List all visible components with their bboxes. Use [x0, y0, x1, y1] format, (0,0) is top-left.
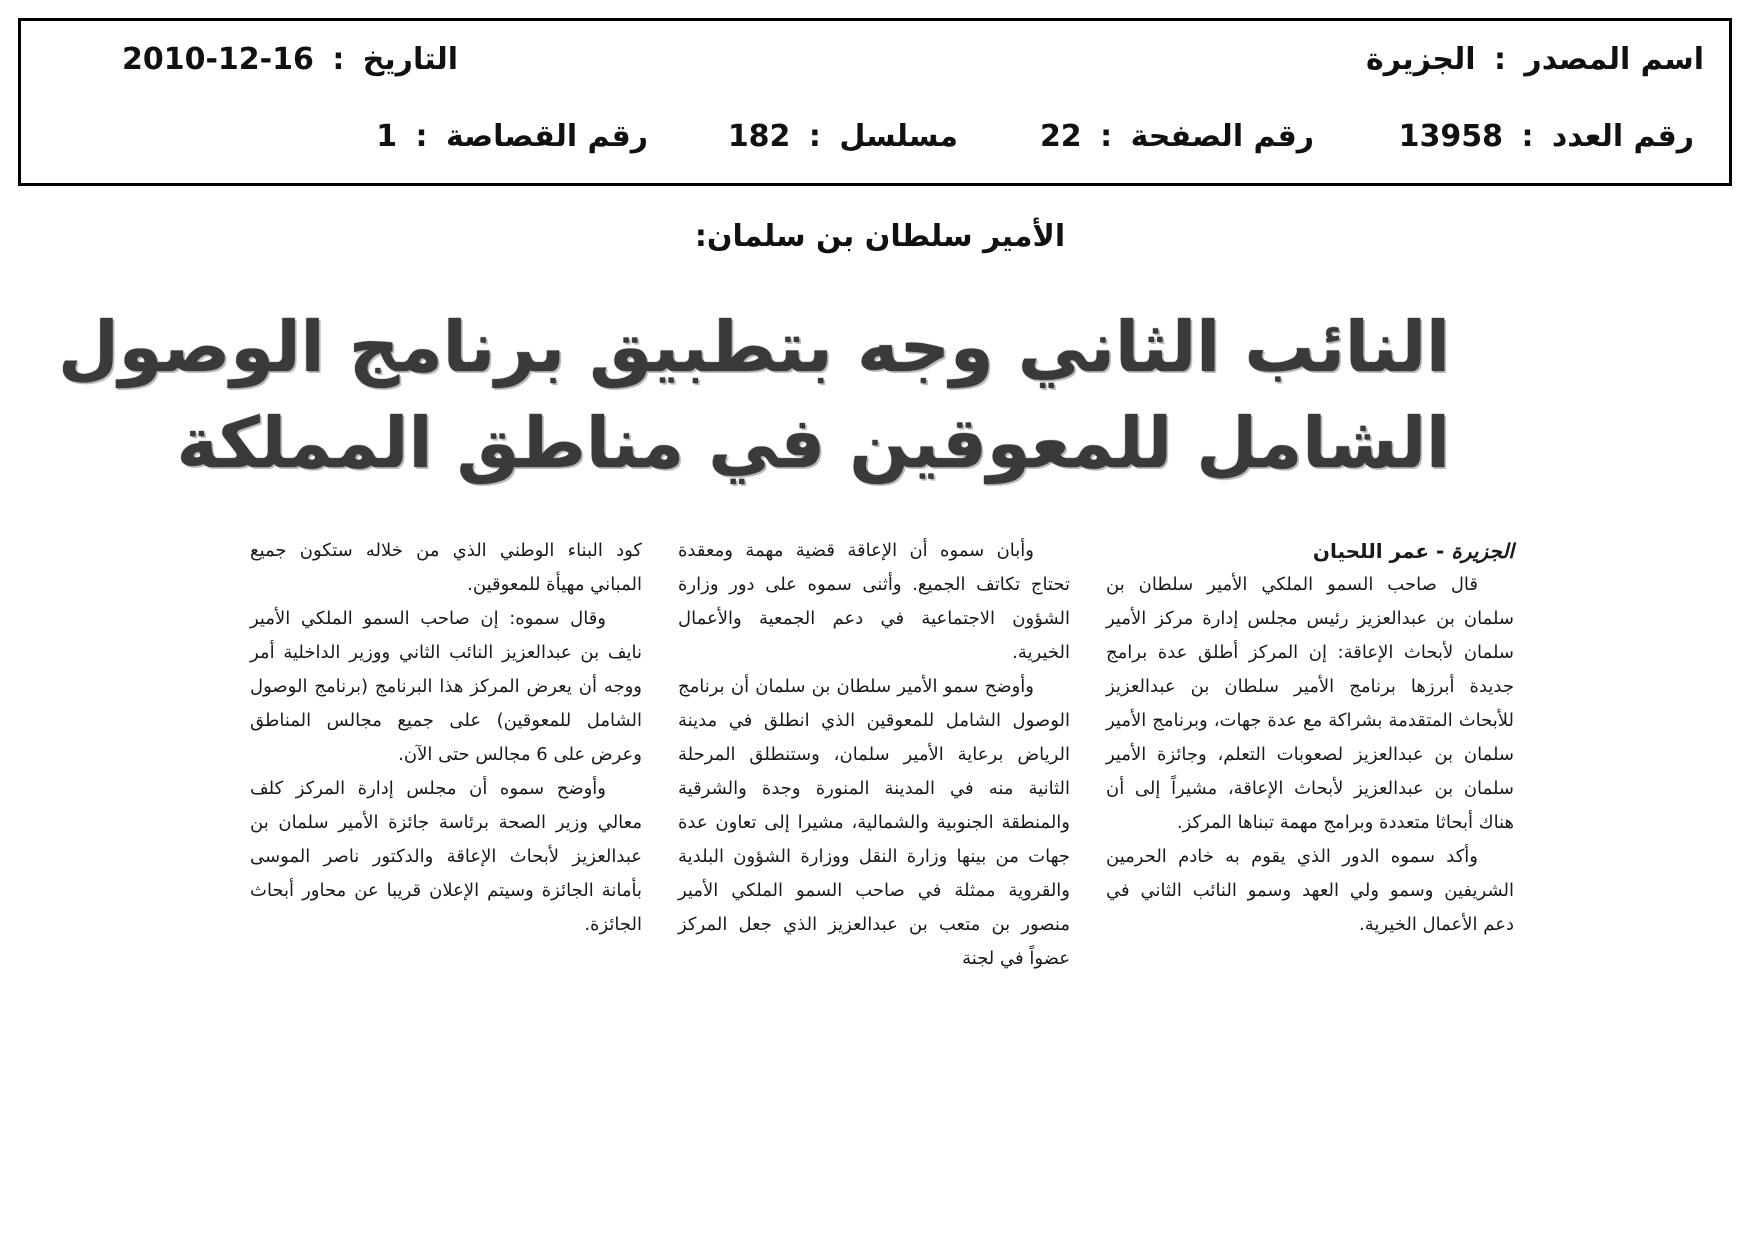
source-label: اسم المصدر: [1524, 42, 1704, 77]
article-column-2: [678, 534, 1070, 976]
paragraph: كود البناء الوطني الذي من خلاله ستكون جميع المباني مهيأة للمعوقين.: [250, 540, 642, 595]
page-value: 22: [1039, 119, 1082, 154]
issue-value: 13958: [1398, 119, 1503, 154]
page-separator: :: [1100, 119, 1113, 154]
paragraph: وأوضح سمو الأمير سلطان بن سلمان أن برنامج الوصول الشامل للمعوقين الذي انطلق في مدينة الرياض برعاية الأمير سلمان، وستنطلق المرحلة الثانية منه في المدينة المنورة وجدة والشرقية والمنطقة الجنوبية والشمالية، مشيرا إلى تعاون عدة جهات من بينها وزارة النقل ووزارة الشؤون البلدية والقروية ممثلة في صاحب السمو الملكي الأمير منصور بن متعب بن عبدالعزيز الذي جعل المركز عضواً في لجنة: [678, 676, 1070, 969]
serial-field: [727, 119, 958, 154]
byline-paper: الجزيرة: [1451, 539, 1514, 563]
source-field: [1366, 42, 1704, 77]
source-separator: :: [1493, 42, 1506, 77]
paragraph: وأوضح سموه أن مجلس إدارة المركز كلف معالي وزير الصحة برئاسة جائزة الأمير سلمان بن عبدالعزيز لأبحاث الإعاقة والدكتور ناصر الموسى بأمانة الجائزة وسيتم الإعلان قريبا عن محاور أبحاث الجائزة.: [250, 778, 642, 935]
date-separator: :: [332, 42, 345, 77]
page-field: [1039, 119, 1314, 154]
issue-label: رقم العدد: [1551, 119, 1694, 154]
byline-author: عمر اللحيان: [1312, 539, 1430, 563]
paragraph: وقال سموه: إن صاحب السمو الملكي الأمير نايف بن عبدالعزيز النائب الثاني ووزير الداخلية أمر ووجه أن يعرض المركز هذا البرنامج (برنامج الوصول الشامل للمعوقين) على جميع مجالس المناطق وعرض على 6 مجالس حتى الآن.: [250, 608, 642, 765]
paragraph: قال صاحب السمو الملكي الأمير سلطان بن سلمان بن عبدالعزيز رئيس مجلس إدارة مركز الأمير سلمان لأبحاث الإعاقة: إن المركز أطلق عدة برامج جديدة أبرزها برنامج الأمير سلطان بن عبدالعزيز للأبحاث المتقدمة بشراكة مع عدة جهات، وبرنامج الأمير سلمان بن عبدالعزيز لصعوبات التعلم، وجائزة الأمير سلمان بن عبدالعزيز لأبحاث الإعاقة، مشيراً إلى أن هناك أبحاثا متعددة وبرامج مهمة تبناها المركز.: [1106, 574, 1514, 833]
source-value: الجزيرة: [1366, 42, 1476, 77]
article-column-1: [1106, 534, 1514, 942]
clip-value: 1: [376, 119, 398, 154]
paragraph: وأبان سموه أن الإعاقة قضية مهمة ومعقدة تحتاج تكاتف الجميع. وأثنى سموه على دور وزارة الشؤون الاجتماعية في دعم الجمعية والأعمال الخيرية.: [678, 540, 1070, 663]
issue-separator: :: [1521, 119, 1534, 154]
article-subheading: الأمير سلطان بن سلمان:: [694, 219, 1066, 254]
article-column-3: [250, 534, 642, 942]
clip-separator: :: [415, 119, 428, 154]
date-field: [121, 42, 458, 77]
issue-field: [1398, 119, 1694, 154]
serial-value: 182: [727, 119, 791, 154]
date-value: 2010-12-16: [121, 42, 314, 77]
paragraph: وأكد سموه الدور الذي يقوم به خادم الحرمين الشريفين وسمو ولي العهد وسمو النائب الثاني في دعم الأعمال الخيرية.: [1106, 846, 1514, 935]
headline-line-2: الشامل للمعوقين في مناطق المملكة: [176, 402, 1450, 484]
clip-field: [376, 119, 648, 154]
serial-separator: :: [808, 119, 821, 154]
byline-dash: -: [1436, 539, 1445, 563]
byline: [1106, 534, 1514, 568]
page-label: رقم الصفحة: [1130, 119, 1314, 154]
headline-line-1: النائب الثاني وجه بتطبيق برنامج الوصول: [58, 306, 1450, 388]
clip-label: رقم القصاصة: [445, 119, 648, 154]
date-label: التاريخ: [362, 42, 458, 77]
serial-label: مسلسل: [839, 119, 958, 154]
